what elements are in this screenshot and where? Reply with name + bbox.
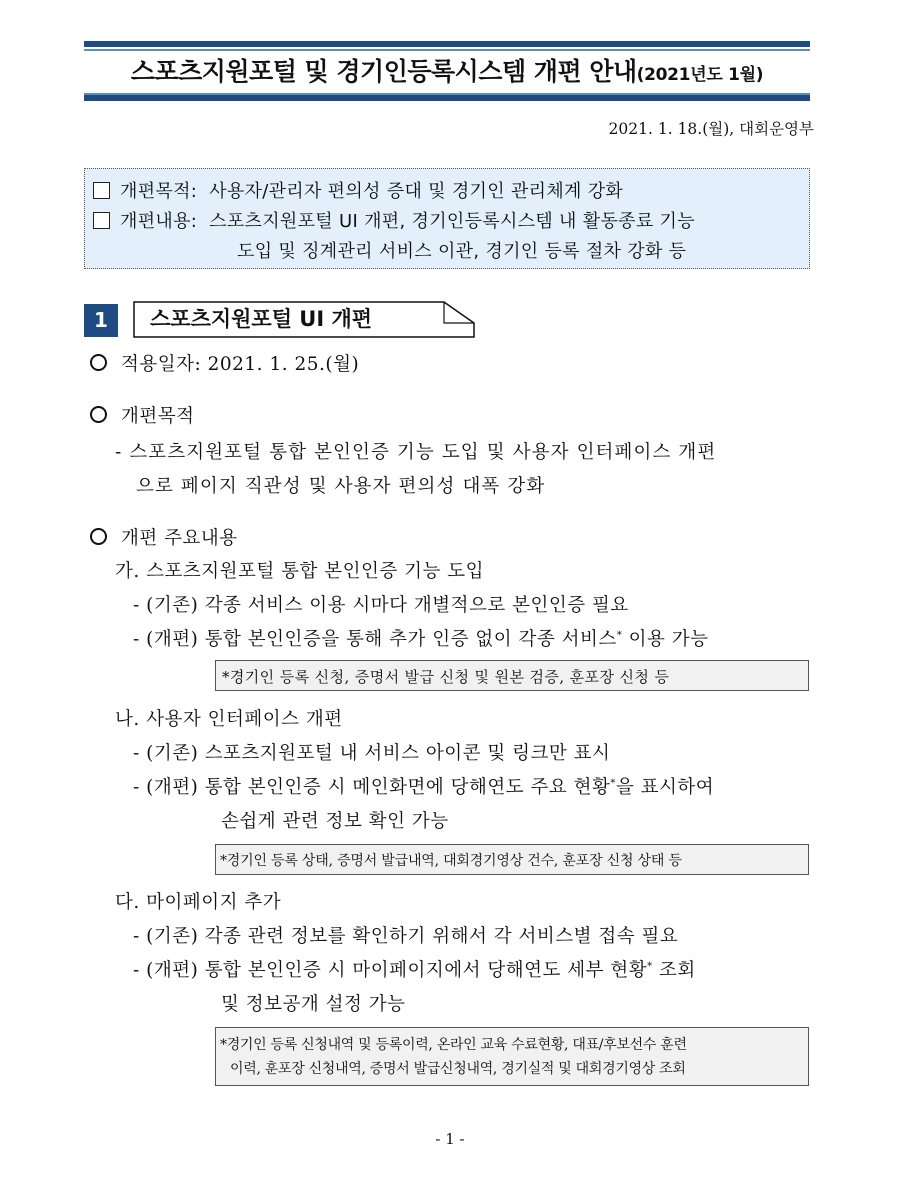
date-line: 2021. 1. 18.(월), 대회운영부: [608, 120, 814, 138]
footnote-mark: *: [610, 777, 616, 789]
na-note-box: [215, 844, 809, 875]
footnote-mark: *: [647, 960, 653, 972]
da-after-text-end: 조회: [652, 960, 696, 981]
apply-date-text: 적용일자: 2021. 1. 25.(월): [121, 354, 360, 375]
na-heading: 나. 사용자 인터페이스 개편: [115, 709, 343, 730]
title-top-rule-thin: [84, 49, 810, 51]
ga-after-text: - (개편) 통합 본인인증을 통해 추가 인증 없이 각종 서비스: [133, 629, 617, 650]
title-bottom-rule: [84, 95, 810, 101]
section-title: 스포츠지원포털 UI 개편: [150, 307, 373, 331]
circle-bullet-icon: [90, 354, 107, 371]
page-number: - 1 -: [435, 1130, 465, 1148]
ga-heading: 가. 스포츠지원포털 통합 본인인증 기능 도입: [115, 561, 484, 582]
da-after: [133, 956, 696, 982]
summary-box: [84, 168, 810, 269]
document-title-main: 스포츠지원포털 및 경기인등록시스템 개편 안내: [130, 57, 637, 86]
da-heading: 다. 마이페이지 추가: [115, 892, 282, 913]
na-after: [133, 773, 714, 799]
document-title-suffix: (2021년도 1월): [636, 65, 764, 85]
summary-content-line: [93, 207, 695, 233]
da-after-text: - (개편) 통합 본인인증 시 마이페이지에서 당해연도 세부 현황: [133, 960, 648, 981]
na-before: - (기존) 스포츠지원포털 내 서비스 아이콘 및 링크만 표시: [133, 743, 611, 764]
ga-after-text-end: 이용 가능: [622, 629, 709, 650]
na-note: *경기인 등록 상태, 증명서 발급내역, 대회경기영상 건수, 훈포장 신청 상태 등: [220, 853, 682, 869]
summary-content-text-1: 스포츠지원포털 UI 개편, 경기인등록시스템 내 활동종료 기능: [209, 211, 695, 232]
summary-content-text-2: 도입 및 징계관리 서비스 이관, 경기인 등록 절차 강화 등: [237, 241, 687, 262]
circle-bullet-icon: [90, 406, 107, 423]
ga-note-box: [215, 660, 809, 691]
document-title: [84, 54, 810, 93]
ga-note: *경기인 등록 신청, 증명서 발급 신청 및 원본 검증, 훈포장 신청 등: [222, 668, 670, 686]
checkbox-icon: [93, 182, 110, 199]
footnote-mark: *: [616, 629, 623, 641]
da-before: - (기존) 각종 관련 정보를 확인하기 위해서 각 서비스별 접속 필요: [133, 926, 679, 947]
title-top-rule: [84, 41, 810, 47]
da-note-line-1: *경기인 등록 신청내역 및 등록이력, 온라인 교육 수료현황, 대표/후보선수 훈련: [220, 1037, 687, 1053]
da-after-line-2: 및 정보공개 설정 가능: [221, 994, 406, 1015]
section-number-badge: 1: [84, 304, 118, 337]
summary-purpose-label: 개편목적:: [120, 181, 198, 202]
circle-bullet-icon: [90, 528, 107, 545]
purpose-line-2: 으로 페이지 직관성 및 사용자 편의성 대폭 강화: [136, 476, 546, 497]
summary-purpose-line: [93, 177, 623, 203]
apply-date-item: [90, 350, 359, 376]
purpose-line-1: - 스포츠지원포털 통합 본인인증 기능 도입 및 사용자 인터페이스 개편: [115, 442, 717, 463]
purpose-heading: 개편목적: [121, 406, 195, 427]
main-heading: 개편 주요내용: [121, 528, 238, 549]
ga-after: [133, 625, 709, 651]
main-heading-item: [90, 524, 238, 550]
na-after-text: - (개편) 통합 본인인증 시 메인화면에 당해연도 주요 현황: [133, 777, 611, 798]
na-after-line-2: 손쉽게 관련 정보 확인 가능: [221, 811, 449, 832]
purpose-heading-item: [90, 402, 194, 428]
checkbox-icon: [93, 212, 110, 229]
na-after-text-end: 을 표시하여: [615, 777, 715, 798]
summary-content-label: 개편내용:: [120, 211, 198, 232]
da-note-line-2: 이력, 훈포장 신청내역, 증명서 발급신청내역, 경기실적 및 대회경기영상 조회: [230, 1061, 686, 1077]
da-note-box: [215, 1027, 809, 1086]
summary-purpose-text: 사용자/관리자 편의성 증대 및 경기인 관리체계 강화: [209, 181, 624, 202]
ga-before: - (기존) 각종 서비스 이용 시마다 개별적으로 본인인증 필요: [133, 595, 629, 616]
